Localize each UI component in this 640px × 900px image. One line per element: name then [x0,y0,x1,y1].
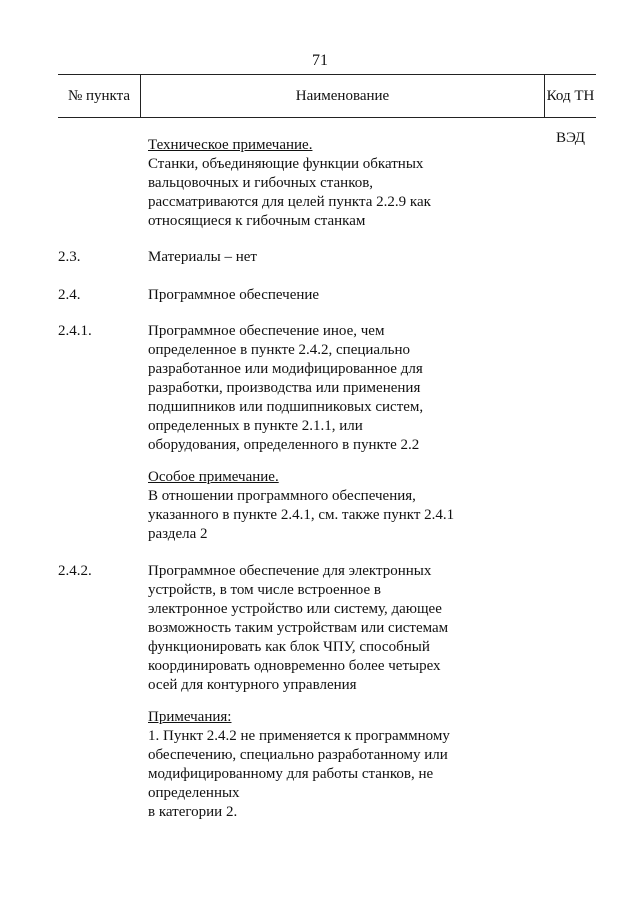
item-line: оборудования, определенного в пункте 2.2 [148,437,420,453]
item-line: разработанное или модифицированное для [148,361,423,377]
header-name: Наименование [295,88,390,104]
item-line: подшипников или подшипниковых систем, [148,399,424,415]
item-line: Программное обеспечение для электронных [148,563,432,579]
tech-note-line: рассматриваются для целей пункта 2.2.9 как [148,194,431,210]
notes [148,708,488,822]
item-line: возможность таким устройствам или системам [148,620,449,636]
special-note-line: раздела 2 [148,526,208,542]
item-line: разработки, производства или применения [148,380,421,396]
special-note-line: В отношении программного обеспечения, [148,488,416,504]
tech-note-line: вальцовочных и гибочных станков, [148,175,374,191]
page-number: 71 [312,52,328,69]
item-number: 2.4.1. [58,323,92,339]
tech-note-title: Техническое примечание. [148,137,313,153]
item-line: функционировать как блок ЧПУ, способный [148,639,430,655]
notes-line: определенных [148,785,240,801]
special-note-title: Особое примечание. [148,469,279,485]
item-number: 2.4. [58,287,81,303]
item-text [148,562,488,695]
item-text: Программное обеспечение [148,287,320,303]
item-line: электронное устройство или систему, дающее [148,601,442,617]
notes-title: Примечания: [148,709,232,725]
item-line: Программное обеспечение иное, чем [148,323,385,339]
item-line: определенных в пункте 2.1.1, или [148,418,363,434]
notes-line: в категории 2. [148,804,238,820]
item-line: определенное в пункте 2.4.2, специально [148,342,411,358]
tech-note [148,136,488,231]
item-text [148,322,488,455]
header-item-number: № пункта [67,88,131,104]
item-number: 2.3. [58,249,81,265]
tech-note-line: Станки, объединяющие функции обкатных [148,156,424,172]
item-line: координировать одновременно более четырех [148,658,441,674]
item-line: осей для контурного управления [148,677,357,693]
notes-line: 1. Пункт 2.4.2 не применяется к программному [148,728,450,744]
item-line: устройств, в том числе встроенное в [148,582,381,598]
special-note-line: указанного в пункте 2.4.1, см. также пункт 2.4.1 [148,507,455,523]
header-code: Код ТН ВЭД [546,88,595,146]
item-text: Материалы – нет [148,249,257,265]
notes-line: обеспечению, специально разработанному или [148,747,448,763]
notes-line: модифицированному для работы станков, не [148,766,434,782]
tech-note-line: относящиеся к гибочным станкам [148,213,366,229]
special-note [148,468,488,544]
item-number: 2.4.2. [58,563,92,579]
